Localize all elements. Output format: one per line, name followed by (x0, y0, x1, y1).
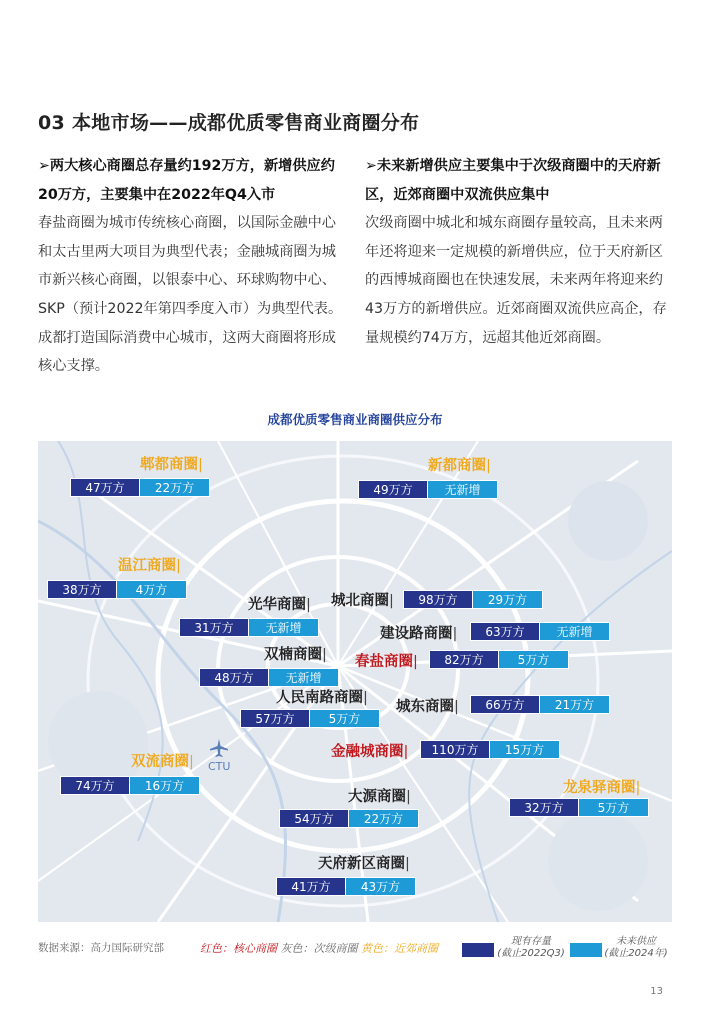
label-chunyan: 春盐商圈| (355, 654, 418, 670)
label-dayuan: 大源商圈| (348, 789, 411, 805)
right-heading: ➢未来新增供应主要集中于次级商圈中的天府新区，近郊商圈中双流供应集中 (365, 158, 661, 203)
airplane-icon (209, 738, 229, 758)
label-jinrongcheng: 金融城商圈| (331, 744, 409, 760)
future-shuangnan: 无新增 (269, 668, 339, 687)
pair-tianfuxinqu (276, 877, 416, 896)
right-body: 次级商圈中城北和城东商圈存量较高，且未来两年还将迎来一定规模的新增供应，位于天府新区的西博城商圈也在快速发展，未来两年将迎来约43万方的新增供应。近郊商圈双流供应高企，存量规模约74万方，远超其他近郊商圈。 (365, 215, 667, 346)
existing-dayuan: 54万方 (279, 809, 349, 828)
pair-pidu (70, 478, 210, 497)
existing-pidu: 47万方 (70, 478, 140, 497)
label-shuangnan: 双楠商圈| (264, 647, 327, 663)
future-jianshelu: 无新增 (540, 622, 610, 641)
pair-chunyan (429, 650, 569, 669)
existing-shuangnan: 48万方 (199, 668, 269, 687)
existing-guanghua: 31万方 (179, 618, 249, 637)
pair-dayuan (279, 809, 419, 828)
label-tianfuxinqu: 天府新区商圈| (318, 856, 410, 872)
label-wenjiang: 温江商圈| (118, 558, 181, 574)
existing-longquanyi: 32万方 (509, 798, 579, 817)
legend-existing-label: 现有存量 (截止2022Q3) (497, 936, 565, 959)
left-column (38, 152, 346, 381)
existing-xindu: 49万方 (358, 480, 428, 499)
existing-wenjiang: 38万方 (47, 580, 117, 599)
future-dayuan: 22万方 (349, 809, 419, 828)
existing-jianshelu: 63万方 (470, 622, 540, 641)
pair-guanghua (179, 618, 319, 637)
pair-shuangliu (60, 776, 200, 795)
page-number: 13 (650, 986, 663, 997)
existing-chengdong: 66万方 (470, 695, 540, 714)
future-chengdong: 21万方 (540, 695, 610, 714)
pair-wenjiang (47, 580, 187, 599)
label-chengdong: 城东商圈| (396, 699, 459, 715)
right-column (365, 152, 673, 352)
pair-chengdong (470, 695, 610, 714)
existing-renminnanlu: 57万方 (240, 709, 310, 728)
airport-marker (208, 738, 230, 773)
label-chengbei: 城北商圈| (331, 593, 394, 609)
pair-xindu (358, 480, 498, 499)
future-chunyan: 5万方 (499, 650, 569, 669)
legend-secondary: 灰色：次级商圈 (280, 942, 358, 955)
existing-chunyan: 82万方 (429, 650, 499, 669)
future-shuangliu: 16万方 (130, 776, 200, 795)
legend-future-label: 未来供应 (截止2024年) (604, 936, 668, 959)
chengdu-map (38, 441, 672, 922)
pair-renminnanlu (240, 709, 380, 728)
map-title: 成都优质零售商业商圈供应分布 (267, 412, 443, 427)
label-pidu: 郫都商圈| (140, 457, 203, 473)
existing-shuangliu: 74万方 (60, 776, 130, 795)
legend-core: 红色：核心商圈 (200, 942, 277, 955)
pair-chengbei (403, 590, 543, 609)
legend-existing-swatch (462, 943, 494, 957)
pair-jinrongcheng (420, 740, 560, 759)
future-guanghua: 无新增 (249, 618, 319, 637)
future-xindu: 无新增 (428, 480, 498, 499)
future-longquanyi: 5万方 (579, 798, 649, 817)
label-guanghua: 光华商圈| (248, 597, 311, 613)
legend-future-swatch (570, 943, 602, 957)
existing-chengbei: 98万方 (403, 590, 473, 609)
future-tianfuxinqu: 43万方 (346, 877, 416, 896)
page-title: 03 本地市场——成都优质零售商业商圈分布 (38, 112, 420, 134)
label-jianshelu: 建设路商圈| (380, 626, 458, 642)
pair-shuangnan (199, 668, 339, 687)
left-heading: ➢两大核心商圈总存量约192万方，新增供应约20万方，主要集中在2022年Q4入市 (38, 158, 335, 203)
future-wenjiang: 4万方 (117, 580, 187, 599)
label-shuangliu: 双流商圈| (131, 754, 194, 770)
future-jinrongcheng: 15万方 (490, 740, 560, 759)
left-body: 春盐商圈为城市传统核心商圈，以国际金融中心和太古里两大项目为典型代表；金融城商圈为城市新兴核心商圈，以银泰中心、环球购物中心、SKP（预计2022年第四季度入市）为典型代表。成都打造国际消费中心城市，这两大商圈将形成核心支撑。 (38, 215, 343, 375)
pair-longquanyi (509, 798, 649, 817)
label-longquanyi: 龙泉驿商圈| (563, 780, 641, 796)
future-chengbei: 29万方 (473, 590, 543, 609)
future-renminnanlu: 5万方 (310, 709, 380, 728)
future-pidu: 22万方 (140, 478, 210, 497)
legend-suburban: 黄色：近郊商圈 (361, 942, 438, 955)
map-background (38, 441, 672, 922)
label-renminnanlu: 人民南路商圈| (276, 690, 368, 706)
data-source: 数据来源：高力国际研究部 (38, 942, 164, 954)
category-legend (200, 940, 438, 956)
pair-jianshelu (470, 622, 610, 641)
existing-tianfuxinqu: 41万方 (276, 877, 346, 896)
airport-code: CTU (208, 760, 231, 773)
label-xindu: 新都商圈| (428, 458, 491, 474)
existing-jinrongcheng: 110万方 (420, 740, 490, 759)
